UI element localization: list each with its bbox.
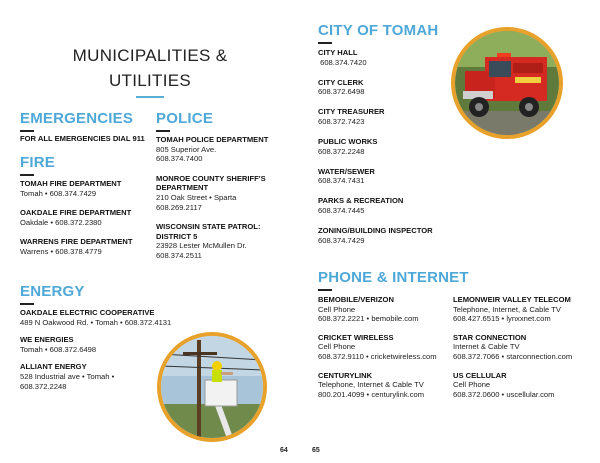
entry-detail: 608.372.2248 [20,381,67,391]
list-item [453,295,593,324]
list-item [318,196,468,215]
entry-title: TOMAH FIRE DEPARTMENT [20,179,122,188]
entry-detail: 608.374.7420 [318,57,367,67]
entry-detail: 608.372.2248 [318,146,365,156]
fire-heading: FIRE [20,154,55,171]
entry-detail: 608.372.9110 • cricketwireless.com [318,351,437,361]
entry-title: OAKDALE ELECTRIC COOPERATIVE [20,308,155,317]
title-rule [136,96,164,98]
entry-title: DEPARTMENT [156,183,209,193]
entry-detail: 210 Oak Street • Sparta [156,192,237,202]
entry-detail: Tomah • 608.372.6498 [20,344,97,354]
entry-detail: 608.374.7431 [318,176,365,186]
list-item [318,226,468,245]
lineman-photo [157,332,267,442]
entry-detail: Cell Phone [318,342,356,352]
list-item [453,371,593,400]
entry-detail: Cell Phone [318,304,356,314]
entry-detail: 608.372.0600 • uscellular.com [453,389,555,399]
list-item [318,107,468,126]
list-item [318,48,468,67]
entry-detail: 608.374.7400 [156,154,203,164]
entry-detail: Internet & Cable TV [453,342,520,352]
city-list [318,48,468,245]
list-item [156,135,296,164]
entry-detail: 608.374.2511 [156,250,202,260]
entry-title: LEMONWEIR VALLEY TELECOM [453,295,571,304]
list-item [318,137,468,156]
list-item [156,222,296,260]
list-item [318,371,448,400]
entry-title: CENTURYLINK [318,370,373,380]
entry-title: MONROE COUNTY SHERIFF'S [156,173,266,183]
fire-truck-photo [451,27,563,139]
list-item [318,78,468,97]
list-item [20,208,150,227]
list-item [318,295,448,324]
emergencies-heading: EMERGENCIES [20,110,134,127]
entry-detail: 528 Industrial ave • Tomah • [20,371,115,381]
entry-detail: Warrens • 608.378.4779 [20,246,102,256]
list-item [20,179,150,198]
phone-col2 [453,295,593,399]
entry-title: BEMOBILE/VERIZON [318,295,394,304]
fire-truck-illustration [455,31,559,135]
police-dash [156,130,170,132]
police-list [156,135,296,261]
page-title-line2: UTILITIES [108,71,192,90]
page-number-left: 64 [280,447,288,454]
entry-title: STAR CONNECTION [453,332,527,342]
entry-detail: 489 N Oakwood Rd. • Tomah • 608.372.4131 [20,317,172,327]
entry-detail: 608.427.6515 • lynxxnet.com [453,314,551,324]
entry-title: DISTRICT 5 [156,231,198,241]
lineman-illustration [161,336,263,438]
fire-dash [20,174,34,176]
entry-title: US CELLULAR [453,370,507,380]
entry-title: PARKS & RECREATION [318,196,404,206]
city-dash [318,42,332,44]
entry-title: CRICKET WIRELESS [318,332,394,342]
entry-title: OAKDALE FIRE DEPARTMENT [20,208,132,218]
list-item [156,174,296,212]
entry-title: ALLIANT ENERGY [20,362,87,372]
entry-detail: 608.372.7423 [318,116,365,126]
entry-detail: Telephone, Internet & Cable TV [318,380,424,390]
entry-detail: 608.269.2117 [156,202,202,212]
list-item [318,167,468,186]
city-heading: CITY OF TOMAH [318,22,439,39]
list-item [20,308,220,327]
entry-detail: 608.374.7445 [318,206,365,216]
entry-detail: 805 Superior Ave. [156,144,217,154]
phone-heading: PHONE & INTERNET [318,269,469,286]
emergencies-note: FOR ALL EMERGENCIES DIAL 911 [20,134,145,143]
list-item [318,333,448,362]
entry-detail: 608.372.2221 • bemobile.com [318,314,419,324]
phone-dash [318,289,332,291]
entry-detail: 608.372.7066 • starconnection.com [453,351,573,361]
entry-title: TOMAH POLICE DEPARTMENT [156,135,269,144]
page-number-right: 65 [312,447,320,454]
entry-title: CITY TREASURER [318,107,385,117]
entry-title: WARRENS FIRE DEPARTMENT [20,237,133,247]
entry-detail: 608.372.6498 [318,87,365,97]
fire-list [20,179,150,257]
entry-detail: Telephone, Internet, & Cable TV [453,304,561,314]
page-title-line1: MUNICIPALITIES & [72,46,228,65]
list-item [20,237,150,256]
entry-title: WE ENERGIES [20,335,74,345]
entry-title: PUBLIC WORKS [318,137,378,147]
emergencies-dash [20,130,34,132]
entry-detail: Oakdale • 608.372.2380 [20,217,102,227]
list-item [453,333,593,362]
entry-detail: Cell Phone [453,380,491,390]
entry-detail: 800.201.4099 • centurylink.com [318,389,425,399]
entry-title: CITY HALL [318,48,358,57]
entry-title: WISCONSIN STATE PATROL: [156,222,261,232]
phone-col1 [318,295,448,399]
energy-dash [20,303,34,305]
entry-detail: 23928 Lester McMullen Dr. [156,241,247,251]
entry-detail: 608.374.7429 [318,235,365,245]
entry-title: CITY CLERK [318,77,364,87]
entry-detail: Tomah • 608.374.7429 [20,188,97,198]
police-heading: POLICE [156,110,214,127]
entry-title: ZONING/BUILDING INSPECTOR [318,226,433,236]
energy-heading: ENERGY [20,283,85,300]
entry-title: WATER/SEWER [318,166,375,176]
